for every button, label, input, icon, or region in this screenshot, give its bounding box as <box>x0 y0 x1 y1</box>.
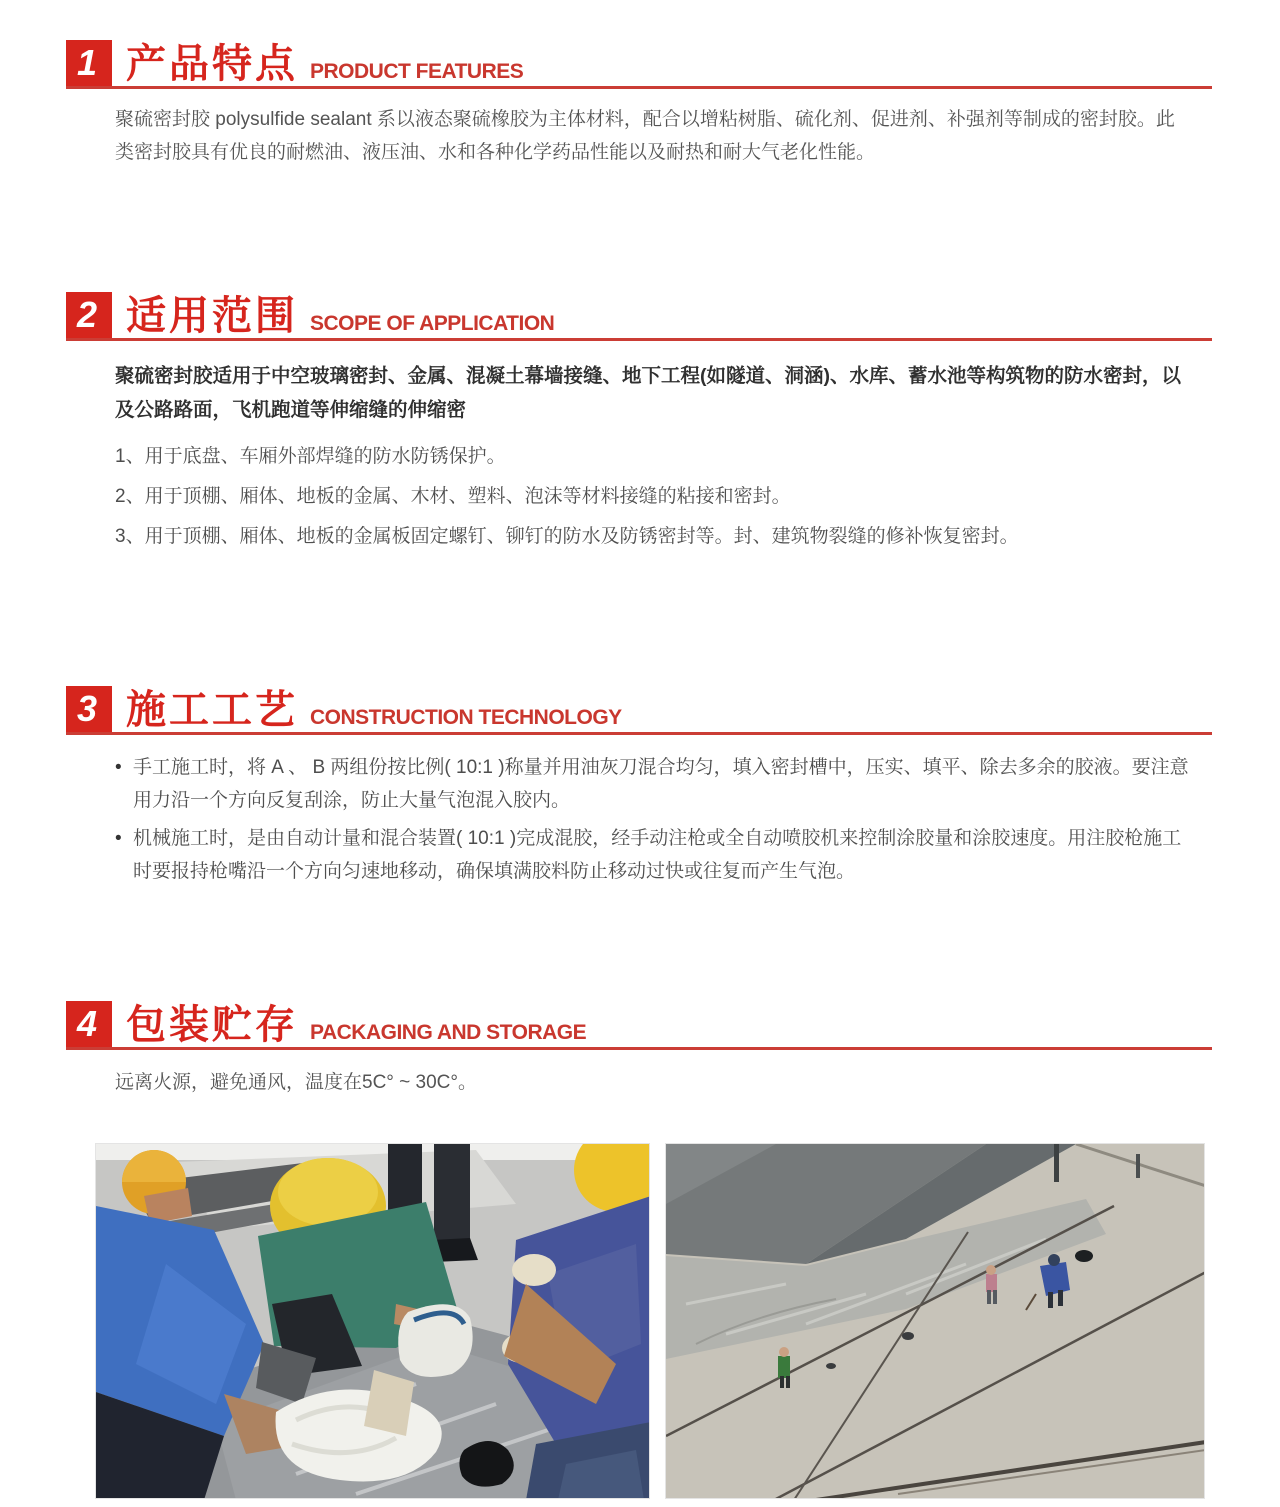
section-number: 1 <box>76 42 98 83</box>
section-number: 2 <box>76 293 98 335</box>
dam-slope-illustration <box>666 1144 1205 1499</box>
section-scope-of-application <box>0 292 1280 554</box>
section-packaging-storage <box>0 1001 1280 1099</box>
section-2-title-en: SCOPE OF APPLICATION <box>310 311 555 335</box>
section-3-title-en: CONSTRUCTION TECHNOLOGY <box>310 705 622 729</box>
sealant-workers-illustration <box>96 1144 650 1499</box>
section-number: 3 <box>76 687 98 729</box>
section-2-number-badge <box>66 292 112 338</box>
scope-usage-list <box>115 441 1190 554</box>
section-4-title-en: PACKAGING AND STORAGE <box>310 1020 587 1044</box>
construction-steps-list <box>133 751 1190 889</box>
section-product-features <box>0 40 1280 170</box>
section-3-body <box>115 751 1190 889</box>
list-item: 1、用于底盘、车厢外部焊缝的防水防锈保护。 <box>115 445 506 467</box>
section-4-title-zh: 包装贮存 <box>126 1002 298 1047</box>
bullet-item: • 机械施工时，是由自动计量和混合装置( 10:1 )完成混胶，经手动注枪或全自动喷胶机来控制涂胶量和涂胶速度。用注胶枪施工时要报持枪嘴沿一个方向匀速地移动，确保填满胶料防止移动过快或往复而产生气泡。 <box>133 822 1190 889</box>
section-construction-technology <box>0 686 1280 889</box>
section-3-header <box>66 686 1212 735</box>
section-3-number-badge <box>66 686 112 732</box>
section-1-number-badge <box>66 40 112 86</box>
product-features-paragraph: 聚硫密封胶 polysulfide sealant 系以液态聚硫橡胶为主体材料，配合以增粘树脂、硫化剂、促进剂、补强剂等制成的密封胶。此类密封胶具有优良的耐燃油、液压油、水和各种化学药品性能以及耐热和耐大气老化性能。 <box>115 109 1175 164</box>
section-2-body <box>115 359 1190 554</box>
section-2-title-zh: 适用范围 <box>126 293 298 338</box>
section-4-number-badge <box>66 1001 112 1047</box>
section-1-header <box>66 40 1212 89</box>
list-item: 2、用于顶棚、厢体、地板的金属、木材、塑料、泡沫等材料接缝的粘接和密封。 <box>115 486 791 508</box>
scope-lead-paragraph: 聚硫密封胶适用于中空玻璃密封、金属、混凝土幕墙接缝、地下工程(如隧道、洞涵)、水库、蓄水池等构筑物的防水密封，以及公路路面，飞机跑道等伸缩缝的伸缩密 <box>115 364 1181 421</box>
section-1-title-zh: 产品特点 <box>126 42 298 86</box>
bullet-item: • 手工施工时，将 A 、 B 两组份按比例( 10:1 )称量并用油灰刀混合均匀，填入密封槽中，压实、填平、除去多余的胶液。要注意用力沿一个方向反复刮涂，防止大量气泡混入胶内。 <box>133 751 1190 818</box>
section-4-header <box>66 1001 1212 1050</box>
photo-sealant-workers <box>95 1143 650 1499</box>
list-item: 3、用于顶棚、厢体、地板的金属板固定螺钉、铆钉的防水及防锈密封等。封、建筑物裂缝的修补恢复密封。 <box>115 526 1019 548</box>
section-4-body <box>115 1066 1190 1099</box>
section-1-title-en: PRODUCT FEATURES <box>310 60 524 83</box>
section-3-title-zh: 施工工艺 <box>126 687 298 732</box>
storage-paragraph: 远离火源，避免通风，温度在5C° ~ 30C°。 <box>115 1071 477 1093</box>
section-1-body <box>115 103 1190 170</box>
section-2-header <box>66 292 1212 341</box>
photo-dam-slope <box>665 1143 1205 1499</box>
section-number: 4 <box>76 1002 98 1044</box>
photo-row <box>95 1143 1280 1499</box>
